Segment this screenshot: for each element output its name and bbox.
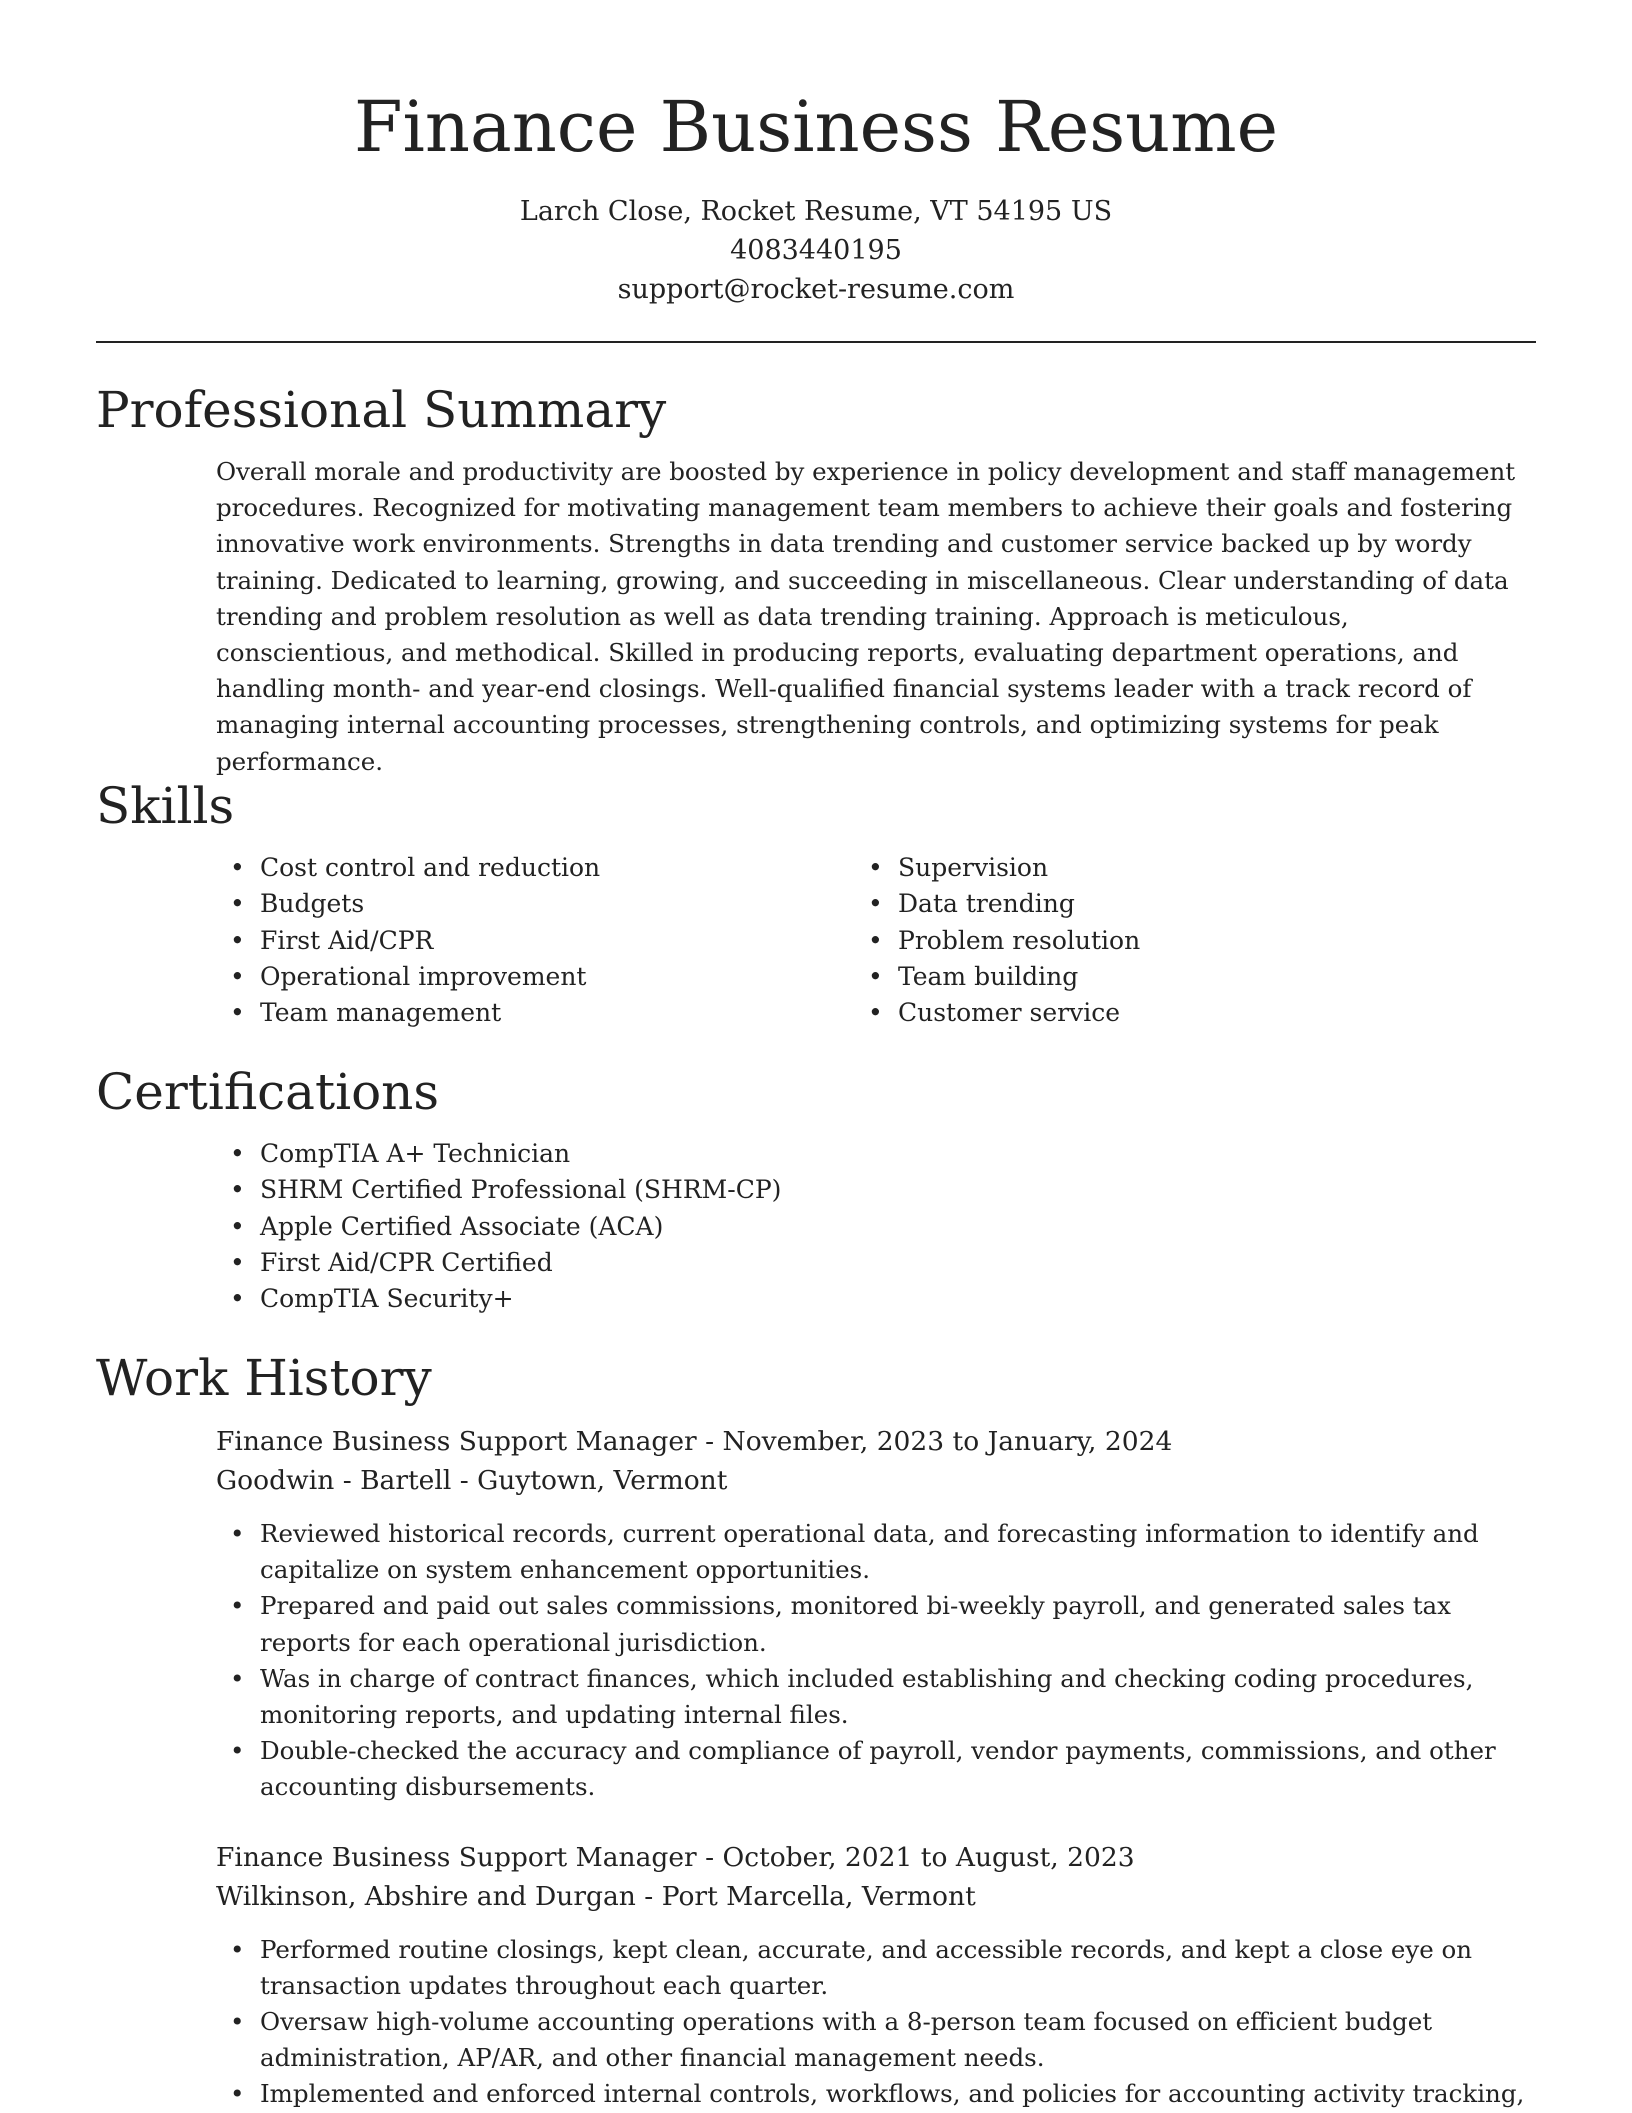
certifications-list (260, 1136, 1536, 1317)
certification-item: • First Aid/CPR Certified (260, 1245, 1536, 1281)
skill-item: • Operational improvement (260, 959, 898, 995)
job-bullets (260, 1932, 1536, 2113)
contact-block (0, 192, 1632, 309)
certification-item: • Apple Certified Associate (ACA) (260, 1209, 1536, 1245)
certification-item: • CompTIA A+ Technician (260, 1136, 1536, 1172)
summary-text: Overall morale and productivity are boosted by experience in policy development and staff management procedures. Recognized for motivating management team members to achieve their goals and fostering innovative work environments. Strengths in data trending and customer service backed up by wordy training. Dedicated to learning, growing, and succeeding in miscellaneous. Clear understanding of data trending and problem resolution as well as data trending training. Approach is meticulous, conscientious, and methodical. Skilled in producing reports, evaluating department operations, and handling month- and year-end closings. Well-qualified financial systems leader with a track record of managing internal accounting processes, strengthening controls, and optimizing systems for peak performance. (216, 457, 1516, 776)
address: Larch Close, Rocket Resume, VT 54195 US (519, 196, 1113, 227)
job-entry (216, 1422, 1536, 1806)
job-bullet: • Reviewed historical records, current operational data, and forecasting information to identify and capitalize on system enhancement opportunities. (260, 1516, 1536, 1588)
job-company: Wilkinson, Abshire and Durgan (216, 1880, 636, 1912)
skills-heading: Skills (96, 777, 235, 835)
job-company-line: Goodwin - Bartell - Guytown, Vermont (216, 1465, 728, 1496)
job-bullet: • Was in charge of contract finances, which included establishing and checking coding procedures, monitoring reports, and updating internal files. (260, 1661, 1536, 1733)
skill-item: • Team building (898, 959, 1536, 995)
skill-item: • Problem resolution (898, 923, 1536, 959)
job-bullet: • Prepared and paid out sales commissions, monitored bi-weekly payroll, and generated sales tax reports for each operational jurisdiction. (260, 1588, 1536, 1660)
header-divider (96, 341, 1536, 343)
certification-item: • SHRM Certified Professional (SHRM-CP) (260, 1172, 1536, 1208)
job-bullet: • Performed routine closings, kept clean, accurate, and accessible records, and kept a close eye on transaction updates throughout each quarter. (260, 1932, 1536, 2004)
job-dates: October, 2021 to August, 2023 (722, 1841, 1135, 1873)
job-location: Guytown, Vermont (477, 1465, 728, 1496)
job-title: Finance Business Support Manager (216, 1426, 697, 1457)
skill-item: • Cost control and reduction (260, 850, 898, 886)
skills-section (96, 776, 1536, 1031)
skills-list-right (898, 850, 1536, 1031)
job-title: Finance Business Support Manager (216, 1841, 697, 1873)
certifications-heading: Certifications (96, 1063, 440, 1121)
skill-item: • Customer service (898, 995, 1536, 1031)
work-history-heading: Work History (96, 1349, 432, 1407)
job-company: Goodwin - Bartell (216, 1465, 452, 1496)
job-title-line: Finance Business Support Manager - November, 2023 to January, 2024 (216, 1426, 1173, 1457)
job-bullet: • Implemented and enforced internal controls, workflows, and policies for accounting activity tracking, (260, 2076, 1536, 2112)
skill-item: • Supervision (898, 850, 1536, 886)
certifications-section (96, 1062, 1536, 1317)
skill-item: • Data trending (898, 886, 1536, 922)
job-bullets (260, 1516, 1536, 1806)
phone: 4083440195 (730, 235, 902, 266)
resume-name: Finance Business Resume (353, 86, 1279, 168)
work-history-section (96, 1348, 1536, 2113)
job-dates: November, 2023 to January, 2024 (722, 1426, 1173, 1457)
job-location: Port Marcella, Vermont (661, 1880, 976, 1912)
skills-columns (260, 850, 1536, 1031)
resume-header (0, 0, 1632, 309)
job-company-line: Wilkinson, Abshire and Durgan - Port Marcella, Vermont (216, 1880, 976, 1912)
job-bullet: • Double-checked the accuracy and compliance of payroll, vendor payments, commissions, and other accounting disbursements. (260, 1733, 1536, 1805)
skill-item: • Team management (260, 995, 898, 1031)
certification-item: • CompTIA Security+ (260, 1281, 1536, 1317)
skills-list-left (260, 850, 898, 1031)
summary-section (96, 380, 1536, 780)
job-title-line: Finance Business Support Manager - October, 2021 to August, 2023 (216, 1841, 1135, 1873)
summary-heading: Professional Summary (96, 381, 667, 439)
email: support@rocket-resume.com (617, 274, 1015, 305)
job-bullet: • Oversaw high-volume accounting operations with a 8-person team focused on efficient budget administration, AP/AR, and other financial management needs. (260, 2004, 1536, 2076)
skill-item: • First Aid/CPR (260, 923, 898, 959)
skill-item: • Budgets (260, 886, 898, 922)
job-entry (216, 1838, 1536, 2113)
